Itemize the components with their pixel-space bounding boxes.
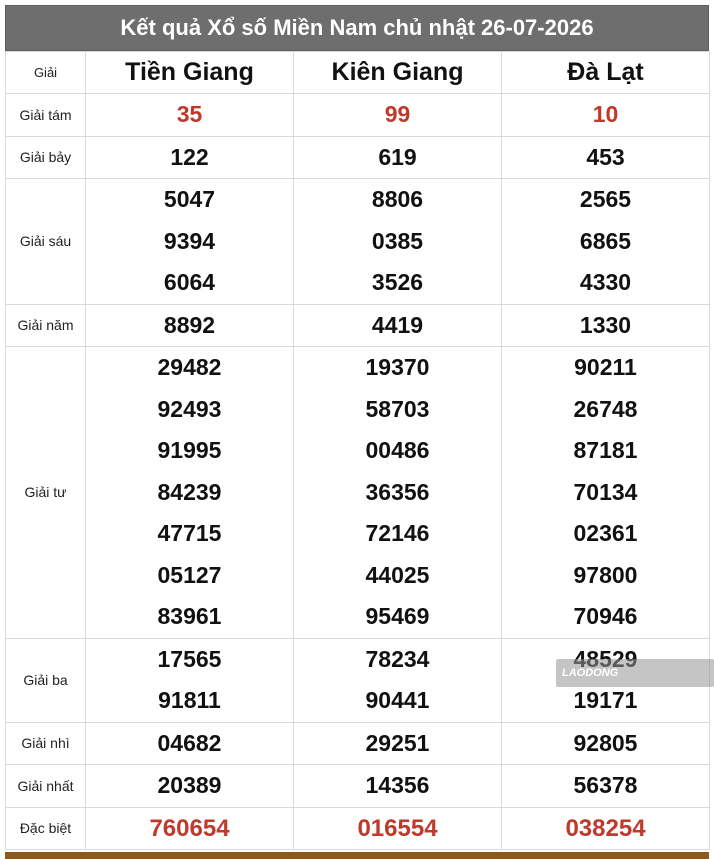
prize-cell-da-lat <box>502 94 710 137</box>
prize-number: 91811 <box>158 687 221 713</box>
prize-number: 99 <box>384 101 411 127</box>
prize-number: 44025 <box>365 561 430 588</box>
prize-cell-kien-giang <box>294 179 502 305</box>
prize-number: 36356 <box>365 478 430 505</box>
prize-number: 92805 <box>573 729 638 756</box>
watermark-logo: LAODONG <box>556 659 714 687</box>
prize-cell-kien-giang <box>294 94 502 137</box>
prize-number: 619 <box>378 143 417 170</box>
prize-number: 70946 <box>573 603 638 629</box>
prize-number: 47715 <box>157 520 222 546</box>
prize-number: 72146 <box>365 520 430 546</box>
prize-number: 016554 <box>357 814 438 842</box>
prize-number: 05127 <box>157 561 222 588</box>
prize-number: 87181 <box>573 437 638 463</box>
prize-cell-tien-giang <box>86 347 294 639</box>
prize-number: 14356 <box>365 772 430 798</box>
prize-number: 0385 <box>371 227 424 254</box>
prize-number: 83961 <box>157 603 222 629</box>
prize-row-giai-tam <box>6 94 710 137</box>
prize-number: 90441 <box>365 687 430 713</box>
prize-label: Giải ba <box>6 638 86 722</box>
prize-number: 17565 <box>157 645 222 672</box>
prize-number: 8806 <box>371 186 424 212</box>
prize-number: 70134 <box>573 478 638 505</box>
prize-cell-tien-giang <box>86 765 294 808</box>
prize-number: 6064 <box>163 269 216 295</box>
prize-number: 5047 <box>163 186 216 212</box>
prize-label: Giải tám <box>6 94 86 137</box>
prize-cell-tien-giang <box>86 722 294 765</box>
prize-number: 122 <box>170 143 209 170</box>
prize-number: 00486 <box>365 437 430 463</box>
prize-row-giai-nhi <box>6 722 710 765</box>
prize-number: 8892 <box>163 311 216 338</box>
prize-number: 97800 <box>573 561 638 588</box>
prize-cell-da-lat <box>502 179 710 305</box>
prize-number: 84239 <box>157 478 222 505</box>
prize-cell-kien-giang <box>294 765 502 808</box>
prize-cell-kien-giang <box>294 304 502 347</box>
prize-cell-kien-giang <box>294 136 502 179</box>
prize-row-giai-nhat <box>6 765 710 808</box>
prize-number: 760654 <box>149 814 230 842</box>
prize-cell-tien-giang <box>86 136 294 179</box>
page-title: Kết quả Xổ số Miền Nam chủ nhật 26-07-2026 <box>5 5 709 51</box>
prize-number: 26748 <box>573 395 638 422</box>
prize-cell-da-lat <box>502 136 710 179</box>
prize-cell-kien-giang <box>294 638 502 722</box>
prize-cell-kien-giang <box>294 347 502 639</box>
prize-cell-tien-giang <box>86 304 294 347</box>
prize-number: 2565 <box>579 186 632 212</box>
prize-number: 3526 <box>371 269 424 295</box>
prize-cell-da-lat <box>502 765 710 808</box>
prize-label: Giải nhất <box>6 765 86 808</box>
prize-number: 1330 <box>579 311 632 338</box>
prize-number: 29482 <box>157 354 222 380</box>
prize-number: 92493 <box>157 395 222 422</box>
prize-row-dac-biet <box>6 807 710 850</box>
prize-row-giai-tu <box>6 347 710 639</box>
province-da-lat: Đà Lạt <box>502 52 710 94</box>
prize-number: 56378 <box>573 772 638 798</box>
prize-cell-tien-giang <box>86 638 294 722</box>
prize-number: 038254 <box>565 814 646 842</box>
prize-cell-da-lat <box>502 304 710 347</box>
prize-cell-da-lat <box>502 807 710 850</box>
prize-row-giai-nam <box>6 304 710 347</box>
prize-number: 91995 <box>157 437 222 463</box>
province-kien-giang: Kiên Giang <box>294 52 502 94</box>
prize-row-giai-sau <box>6 179 710 305</box>
prize-number: 19171 <box>573 687 638 713</box>
results-container <box>5 5 709 850</box>
prize-number: 453 <box>586 143 625 170</box>
header-label: Giải <box>6 52 86 94</box>
prize-cell-da-lat <box>502 347 710 639</box>
prize-label: Đặc biệt <box>6 807 86 850</box>
prize-cell-tien-giang <box>86 179 294 305</box>
prize-label: Giải nhì <box>6 722 86 765</box>
prize-number: 58703 <box>365 395 430 422</box>
prize-number: 29251 <box>365 729 430 756</box>
prize-number: 10 <box>592 101 619 127</box>
prize-number: 20389 <box>157 772 222 798</box>
prize-row-giai-bay <box>6 136 710 179</box>
prize-cell-tien-giang <box>86 807 294 850</box>
results-body <box>6 52 710 850</box>
prize-cell-kien-giang <box>294 807 502 850</box>
prize-label: Giải tư <box>6 347 86 639</box>
prize-cell-tien-giang <box>86 94 294 137</box>
prize-number: 35 <box>176 101 203 127</box>
prize-label: Giải sáu <box>6 179 86 305</box>
prize-number: 4419 <box>371 311 424 338</box>
prize-number: 95469 <box>365 603 430 629</box>
prize-label: Giải năm <box>6 304 86 347</box>
prize-number: 4330 <box>579 269 632 295</box>
prize-number: 6865 <box>579 227 632 254</box>
prize-number: 9394 <box>163 227 216 254</box>
prize-number: 78234 <box>365 645 430 672</box>
prize-cell-kien-giang <box>294 722 502 765</box>
prize-label: Giải bảy <box>6 136 86 179</box>
prize-number: 90211 <box>574 354 637 380</box>
prize-cell-da-lat <box>502 722 710 765</box>
prize-number: 04682 <box>157 729 222 756</box>
results-table <box>5 51 710 850</box>
province-tien-giang: Tiền Giang <box>86 52 294 94</box>
prize-number: 02361 <box>573 520 638 546</box>
bottom-bar <box>5 852 709 859</box>
prize-number: 19370 <box>365 354 430 380</box>
header-row <box>6 52 710 94</box>
